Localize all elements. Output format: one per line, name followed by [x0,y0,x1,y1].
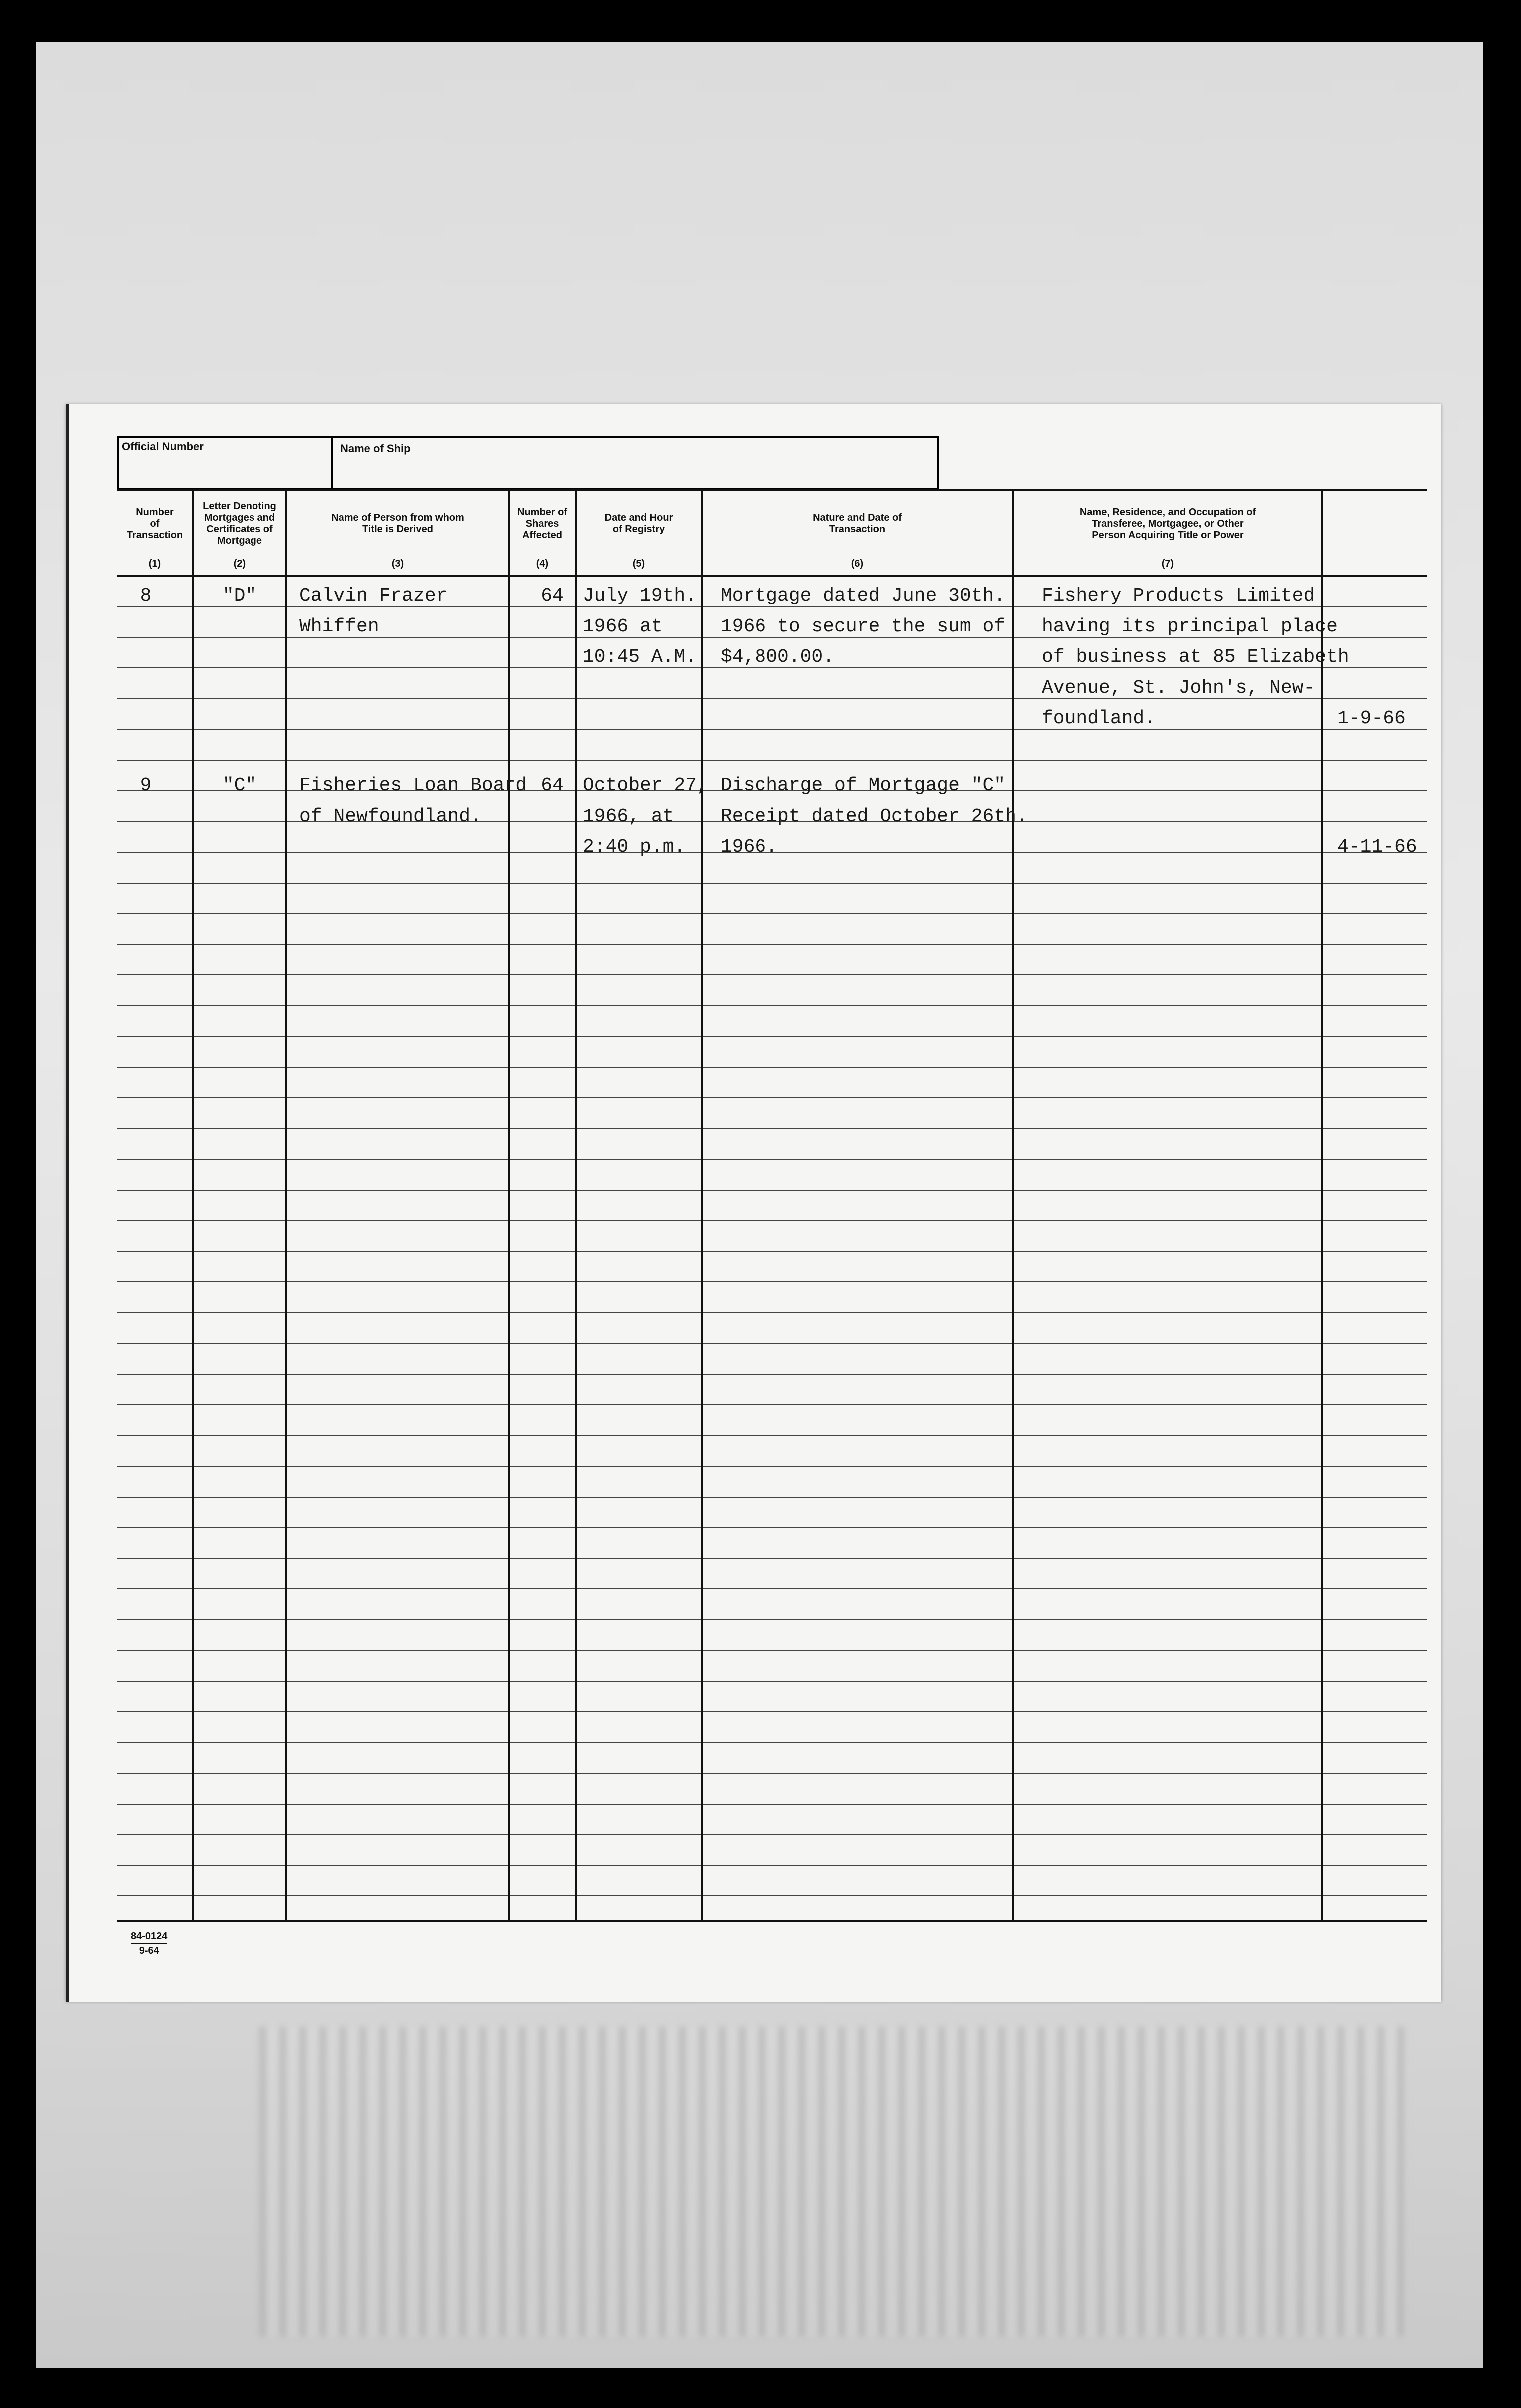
column-divider [701,489,703,1922]
column-divider [285,489,287,1922]
column-header-7 [1013,494,1322,553]
column-header-line: Date and Hour [604,512,673,523]
transaction-number: 9 [140,775,152,796]
column-header-5 [576,494,702,553]
column-header-line: Name, Residence, and Occupation of [1079,506,1256,518]
header-top-rule [117,489,1427,491]
registry-date: 1966, at [583,806,674,827]
transaction-nature: 1966 to secure the sum of [721,616,1006,637]
acquirer-details: Fishery Products Limited [1042,585,1315,606]
shares-affected: 64 [541,775,564,796]
column-header-line: Transferee, Mortgagee, or Other [1092,518,1244,529]
scan-smudge [259,2027,1407,2336]
row-rule [117,1312,1427,1313]
row-rule [117,1588,1427,1589]
row-rule [117,1159,1427,1160]
transaction-nature: Receipt dated October 26th. [721,806,1028,827]
row-rule [117,1220,1427,1221]
name-of-ship-label: Name of Ship [340,442,411,455]
acquirer-details: Avenue, St. John's, New- [1042,677,1315,699]
title-derived-from: Fisheries Loan Board [299,775,527,796]
form-number-line2: 9-64 [139,1945,159,1956]
row-rule [117,1005,1427,1006]
registry-date: 1966 at [583,616,663,637]
column-header-6 [702,494,1013,553]
row-rule [117,1804,1427,1805]
row-rule [117,1097,1427,1098]
row-rule [117,944,1427,945]
column-header-3 [286,494,509,553]
row-rule [117,1527,1427,1528]
row-rule [117,1497,1427,1498]
row-rule [117,1374,1427,1375]
header-bottom-rule [117,575,1427,577]
row-rule [117,1343,1427,1344]
transaction-nature: $4,800.00. [721,646,835,668]
column-divider [1012,489,1014,1922]
shares-affected: 64 [541,585,564,606]
column-number-1: (1) [148,558,161,569]
form-number-line1: 84-0124 [131,1930,167,1944]
row-rule [117,1190,1427,1191]
column-number-3: (3) [391,558,404,569]
column-header-line: Name of Person from whom [331,512,464,523]
row-rule [117,1281,1427,1282]
column-header-line: Certificates of [206,524,273,535]
row-rule [117,1773,1427,1774]
column-header-line: Transaction [829,524,886,535]
column-divider [575,489,577,1922]
title-derived-from: Calvin Frazer [299,585,448,606]
table-bottom-rule [117,1920,1427,1922]
margin-date: 4-11-66 [1337,836,1417,858]
register-sheet [66,404,1441,2002]
row-rule [117,760,1427,761]
row-rule [117,1619,1427,1620]
column-divider [508,489,510,1922]
title-derived-from: Whiffen [299,616,379,637]
row-rule [117,883,1427,884]
acquirer-details: of business at 85 Elizabeth [1042,646,1349,668]
column-header-line: Transaction [126,529,183,541]
transaction-nature: Discharge of Mortgage "C" [721,775,1006,796]
transaction-nature: 1966. [721,836,778,858]
column-header-line: of Registry [612,524,665,535]
column-header-line: Person Acquiring Title or Power [1092,529,1244,541]
row-rule [117,729,1427,730]
column-header-line: Number of [517,506,567,518]
column-number-4: (4) [536,558,549,569]
row-rule [117,1742,1427,1743]
column-number-2: (2) [233,558,246,569]
row-rule [117,1435,1427,1436]
column-header-line: Mortgage [217,535,262,546]
column-header-line: Mortgages and [204,512,275,523]
column-header-4 [509,494,576,553]
row-rule [117,1834,1427,1835]
transaction-nature: Mortgage dated June 30th. [721,585,1006,606]
row-rule [117,1558,1427,1559]
mortgage-letter: "C" [222,775,257,796]
acquirer-details: having its principal place [1042,616,1338,637]
column-header-2 [193,494,286,553]
column-divider [192,489,194,1922]
row-rule [117,1128,1427,1129]
title-derived-from: of Newfoundland. [299,806,482,827]
column-header-line: Affected [522,529,562,541]
name-of-ship-box [331,436,939,490]
acquirer-details: foundland. [1042,708,1156,729]
column-header-line: of [150,518,160,529]
registry-date: July 19th. [583,585,697,606]
row-rule [117,1865,1427,1866]
row-rule [117,1036,1427,1037]
column-header-line: Shares [525,518,559,529]
row-rule [117,1650,1427,1651]
row-rule [117,1466,1427,1467]
row-rule [117,1067,1427,1068]
registry-date: October 27, [583,775,708,796]
official-number-label: Official Number [122,440,204,453]
mortgage-letter: "D" [222,585,257,606]
row-rule [117,1711,1427,1712]
margin-date: 1-9-66 [1337,708,1406,729]
column-divider [1321,489,1323,1922]
column-header-line: Nature and Date of [813,512,902,523]
registry-date: 10:45 A.M. [583,646,697,668]
column-header-line: Letter Denoting [203,501,276,512]
transaction-number: 8 [140,585,152,606]
column-header-line: Title is Derived [362,524,433,535]
column-header-1 [117,494,193,553]
row-rule [117,1895,1427,1896]
column-number-6: (6) [851,558,864,569]
form-number [131,1930,167,1957]
row-rule [117,1681,1427,1682]
row-rule [117,974,1427,975]
column-header-line: Number [136,506,174,518]
registry-date: 2:40 p.m. [583,836,686,858]
column-number-5: (5) [632,558,645,569]
row-rule [117,1251,1427,1252]
row-rule [117,913,1427,914]
column-number-7: (7) [1161,558,1174,569]
row-rule [117,1404,1427,1405]
